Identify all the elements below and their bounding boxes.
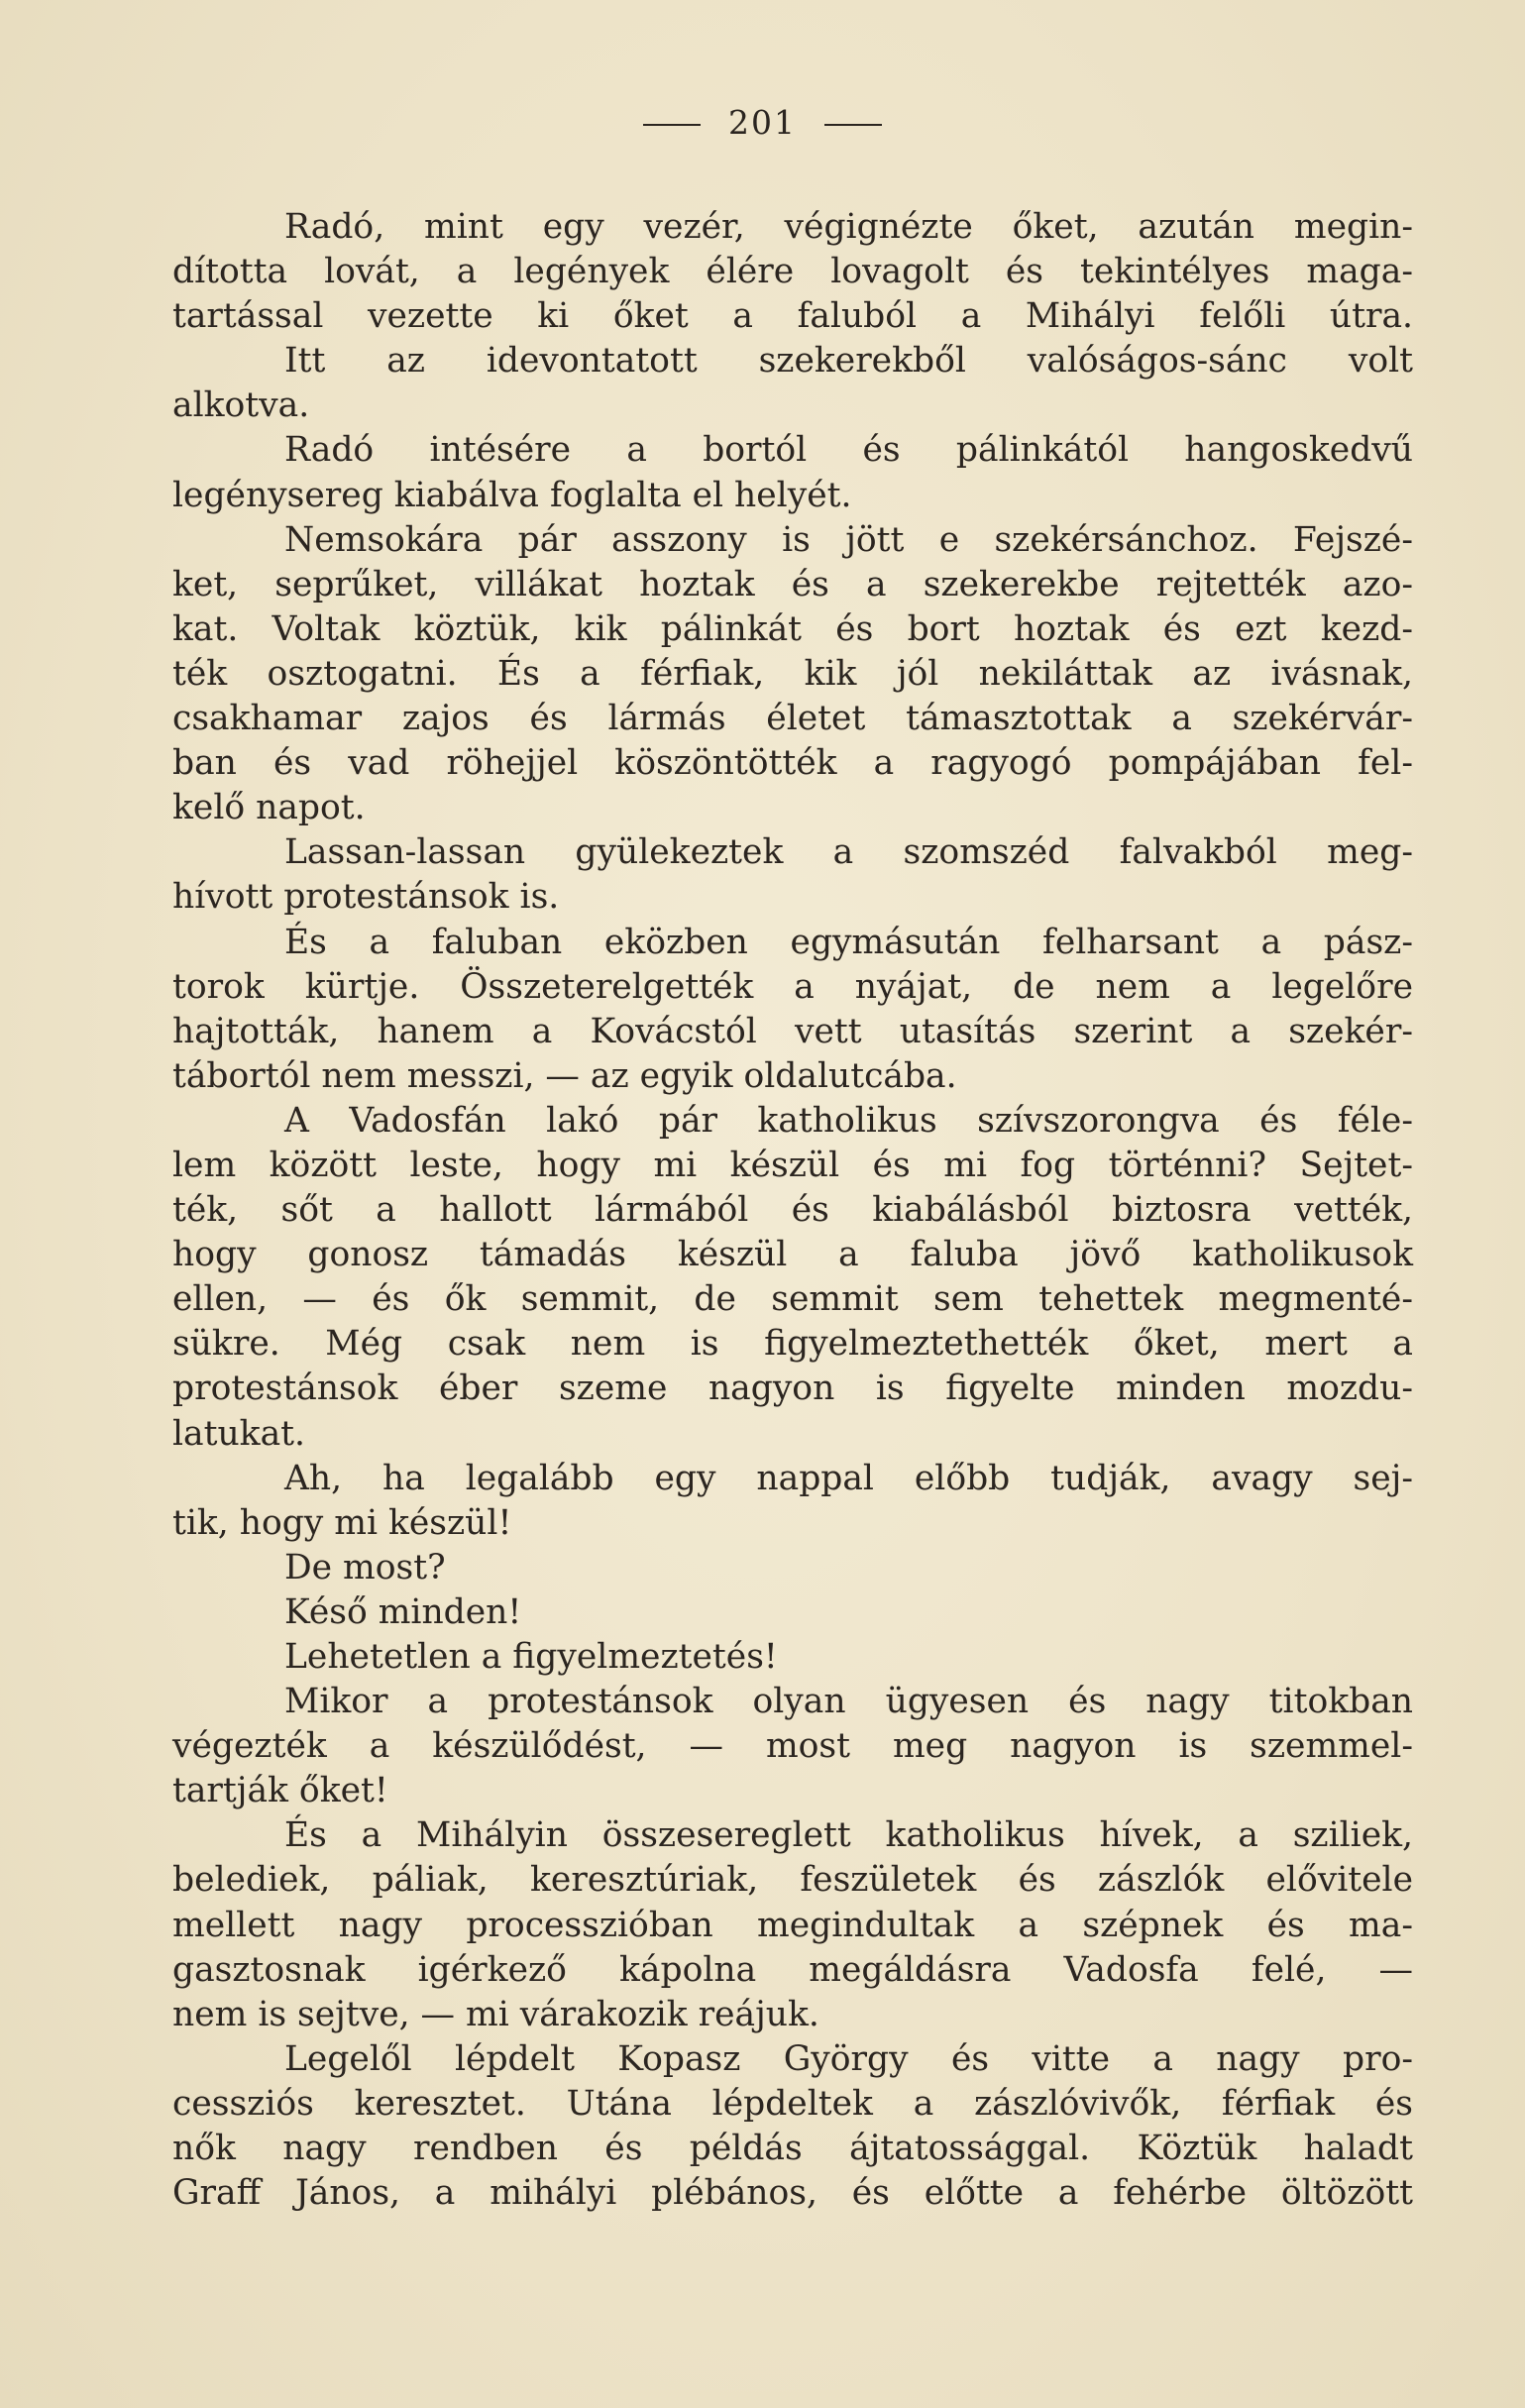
text-line: tartják őket! [172,1771,388,1811]
text-line: tábortól nem messzi, — az egyik oldalutcába. [172,1055,957,1096]
text-line: Legelől lépdelt Kopasz György és vitte a nagy pro- [284,2038,1413,2079]
text-line: legénysereg kiabálva foglalta el helyét. [172,475,852,515]
text-line: protestánsok éber szeme nagyon is figyelte minden mozdu- [172,1368,1413,1409]
text-line: A Vadosfán lakó pár katholikus szívszorongva és féle- [284,1100,1413,1141]
text-line: És a Mihályin összesereglett katholikus hívek, a sziliek, [284,1815,1413,1856]
text-line: latukat. [172,1413,305,1454]
text-line: Lassan-lassan gyülekeztek a szomszéd falvakból meg- [284,832,1413,873]
text-line: Graff János, a mihályi plébános, és előtte a fehérbe öltözött [172,2173,1413,2214]
text-line: belediek, páliak, keresztúriak, feszületek és zászlók elővitele [172,1860,1413,1901]
text-line: mellett nagy processzióban megindultak a szépnek és ma- [172,1905,1413,1945]
text-line: dította lovát, a legények élére lovagolt és tekintélyes maga- [172,252,1413,292]
text-line: És a faluban eközben egymásután felharsant a pász- [284,922,1413,962]
text-line: torok kürtje. Összeterelgették a nyájat, de nem a legelőre [172,966,1413,1007]
text-line: hívott protestánsok is. [172,877,560,918]
text-line: ték, sőt a hallott lármából és kiabálásból biztosra vették, [172,1190,1413,1231]
text-line: Mikor a protestánsok olyan ügyesen és nagy titokban [284,1682,1413,1722]
page-number: 201 [728,103,797,142]
header-dash-right [824,124,882,126]
text-line: sükre. Még csak nem is figyelmeztethették őket, mert a [172,1324,1413,1365]
page-header [0,103,1525,142]
header-dash-left [643,124,701,126]
text-line: végezték a készülődést, — most meg nagyon is szemmel- [172,1726,1413,1767]
body-text [172,205,1413,2216]
text-line: Itt az idevontatott szekerekből valóságos-sánc volt [284,341,1413,382]
text-line: kelő napot. [172,788,366,828]
text-line: hogy gonosz támadás készül a faluba jövő katholikusok [172,1235,1413,1275]
text-line: Radó, mint egy vezér, végignézte őket, azután megin- [284,207,1413,247]
text-line: ték osztogatni. És a férfiak, kik jól nekiláttak az ivásnak, [172,653,1413,694]
text-line: De most? [284,1547,446,1587]
text-line: kat. Voltak köztük, kik pálinkát és bort hoztak és ezt kezd- [172,608,1413,649]
text-line: gasztosnak igérkező kápolna megáldásra Vadosfa felé, — [172,1949,1413,1990]
text-line: csakhamar zajos és lármás életet támasztottak a szekérvár- [172,699,1413,739]
text-line: ellen, — és ők semmit, de semmit sem tehettek megmenté- [172,1279,1413,1320]
text-line: nők nagy rendben és példás ájtatossággal. Köztük haladt [172,2129,1413,2169]
text-line: hajtották, hanem a Kovácstól vett utasítás szerint a szekér- [172,1011,1413,1051]
text-line: tik, hogy mi készül! [172,1502,512,1543]
text-line: Radó intésére a bortól és pálinkától hangoskedvű [284,430,1413,471]
text-line: nem is sejtve, — mi várakozik reájuk. [172,1994,819,2034]
text-line: Nemsokára pár asszony is jött e szekérsánchoz. Fejszé- [284,519,1413,560]
text-line: lem között leste, hogy mi készül és mi fog történni? Sejtet- [172,1145,1413,1185]
text-line: alkotva. [172,385,310,426]
text-line: tartással vezette ki őket a faluból a Mihályi felőli útra. [172,296,1413,337]
text-line: ket, seprűket, villákat hoztak és a szekerekbe rejtették azo- [172,564,1413,604]
text-line: Lehetetlen a figyelmeztetés! [284,1637,778,1677]
text-line: cessziós keresztet. Utána lépdeltek a zászlóvivők, férfiak és [172,2083,1413,2124]
text-line: Késő minden! [284,1591,522,1632]
text-line: ban és vad röhejjel köszöntötték a ragyogó pompájában fel- [172,743,1413,784]
text-line: Ah, ha legalább egy nappal előbb tudják, avagy sej- [284,1458,1413,1498]
